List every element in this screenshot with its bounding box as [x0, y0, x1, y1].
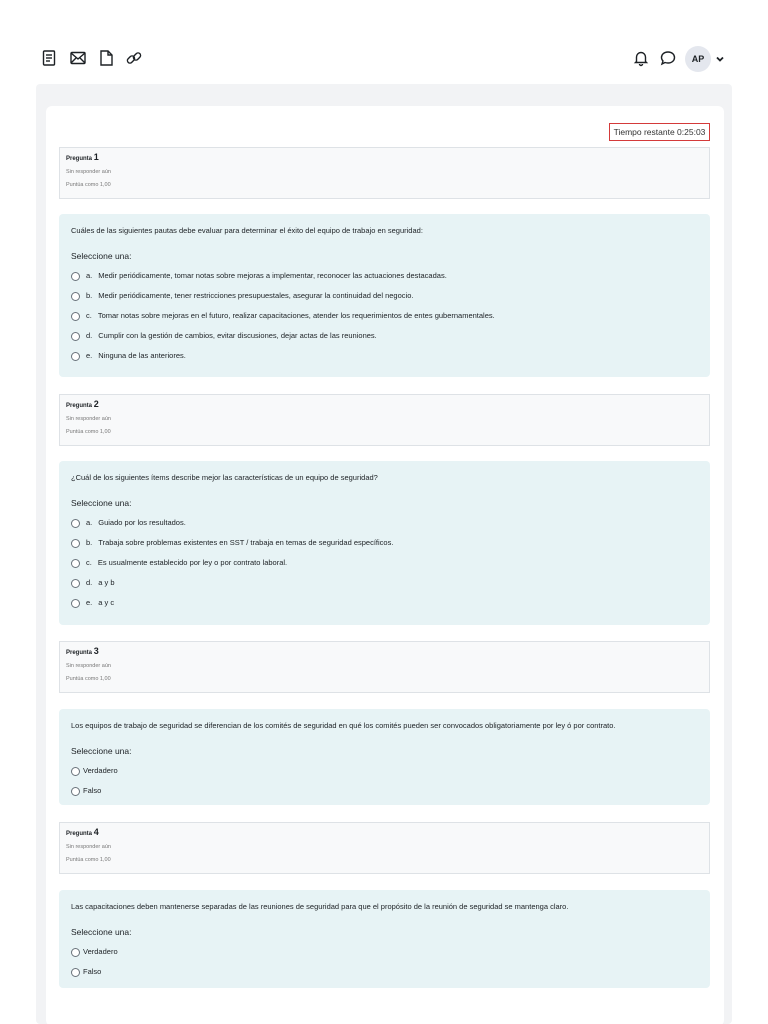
- answer-option-d[interactable]: d. Cumplir con la gestión de cambios, evitar discusiones, dejar actas de las reuniones.: [71, 331, 698, 341]
- answer-option-a[interactable]: a. Medir periódicamente, tomar notas sobre mejoras a implementar, reconocer las actuaciones destacadas.: [71, 271, 698, 281]
- question-content-4: [59, 890, 710, 988]
- question-content-2: [59, 461, 710, 625]
- question-state: Sin responder aún: [66, 416, 111, 422]
- answer-option-true[interactable]: Verdadero: [71, 766, 698, 776]
- radio-button[interactable]: [71, 968, 80, 977]
- answer-option-b[interactable]: b. Trabaja sobre problemas existentes en SST / trabaja en temas de seguridad específicos.: [71, 538, 698, 548]
- question-number: Pregunta 1: [66, 152, 99, 162]
- question-info-1: [59, 147, 710, 199]
- envelope-icon[interactable]: [69, 49, 87, 67]
- radio-button[interactable]: [71, 332, 80, 341]
- answer-option-d[interactable]: d. a y b: [71, 578, 698, 588]
- question-grade: Puntúa como 1,00: [66, 429, 111, 435]
- question-state: Sin responder aún: [66, 663, 111, 669]
- answer-option-e[interactable]: e. Ninguna de las anteriores.: [71, 351, 698, 361]
- question-state: Sin responder aún: [66, 844, 111, 850]
- chat-icon[interactable]: [659, 49, 677, 67]
- radio-button[interactable]: [71, 292, 80, 301]
- answer-option-false[interactable]: Falso: [71, 786, 698, 796]
- question-state: Sin responder aún: [66, 169, 111, 175]
- file-icon[interactable]: [97, 49, 115, 67]
- question-grade: Puntúa como 1,00: [66, 182, 111, 188]
- question-text: Cuáles de las siguientes pautas debe evaluar para determinar el éxito del equipo de trabajo en seguridad:: [71, 226, 423, 235]
- question-grade: Puntúa como 1,00: [66, 676, 111, 682]
- question-grade: Puntúa como 1,00: [66, 857, 111, 863]
- radio-button[interactable]: [71, 519, 80, 528]
- radio-button[interactable]: [71, 559, 80, 568]
- question-content-1: [59, 214, 710, 377]
- answer-prompt: Seleccione una:: [71, 251, 132, 261]
- question-info-4: [59, 822, 710, 874]
- radio-button[interactable]: [71, 579, 80, 588]
- question-content-3: [59, 709, 710, 805]
- answer-prompt: Seleccione una:: [71, 498, 132, 508]
- quiz-timer: Tiempo restante 0:25:03: [609, 123, 710, 141]
- question-info-3: [59, 641, 710, 693]
- radio-button[interactable]: [71, 272, 80, 281]
- avatar[interactable]: AP: [685, 46, 711, 72]
- radio-button[interactable]: [71, 539, 80, 548]
- answer-option-c[interactable]: c. Es usualmente establecido por ley o por contrato laboral.: [71, 558, 698, 568]
- radio-button[interactable]: [71, 787, 80, 796]
- answer-option-false[interactable]: Falso: [71, 967, 698, 977]
- answer-option-c[interactable]: c. Tomar notas sobre mejoras en el futuro, realizar capacitaciones, atender los requerimientos de entes gubernamentales.: [71, 311, 698, 321]
- answer-prompt: Seleccione una:: [71, 746, 132, 756]
- answer-option-b[interactable]: b. Medir periódicamente, tener restricciones presupuestales, asegurar la continuidad del negocio.: [71, 291, 698, 301]
- bell-icon[interactable]: [632, 49, 650, 67]
- question-text: ¿Cuál de los siguientes ítems describe mejor las características de un equipo de seguridad?: [71, 473, 378, 482]
- question-text: Los equipos de trabajo de seguridad se diferencian de los comités de seguridad en qué los comités pueden ser convocados obligatoriamente por ley ó por contrato.: [71, 721, 616, 730]
- question-text: Las capacitaciones deben mantenerse separadas de las reuniones de seguridad para que el propósito de la reunión de seguridad se mantenga claro.: [71, 902, 569, 911]
- answer-option-e[interactable]: e. a y c: [71, 598, 698, 608]
- chevron-down-icon[interactable]: [714, 52, 726, 64]
- question-number: Pregunta 2: [66, 399, 99, 409]
- question-number: Pregunta 3: [66, 646, 99, 656]
- question-number: Pregunta 4: [66, 827, 99, 837]
- question-info-2: [59, 394, 710, 446]
- answer-prompt: Seleccione una:: [71, 927, 132, 937]
- radio-button[interactable]: [71, 767, 80, 776]
- radio-button[interactable]: [71, 312, 80, 321]
- notebook-icon[interactable]: [40, 49, 58, 67]
- radio-button[interactable]: [71, 948, 80, 957]
- link-icon[interactable]: [125, 49, 143, 67]
- radio-button[interactable]: [71, 599, 80, 608]
- answer-option-a[interactable]: a. Guiado por los resultados.: [71, 518, 698, 528]
- radio-button[interactable]: [71, 352, 80, 361]
- answer-option-true[interactable]: Verdadero: [71, 947, 698, 957]
